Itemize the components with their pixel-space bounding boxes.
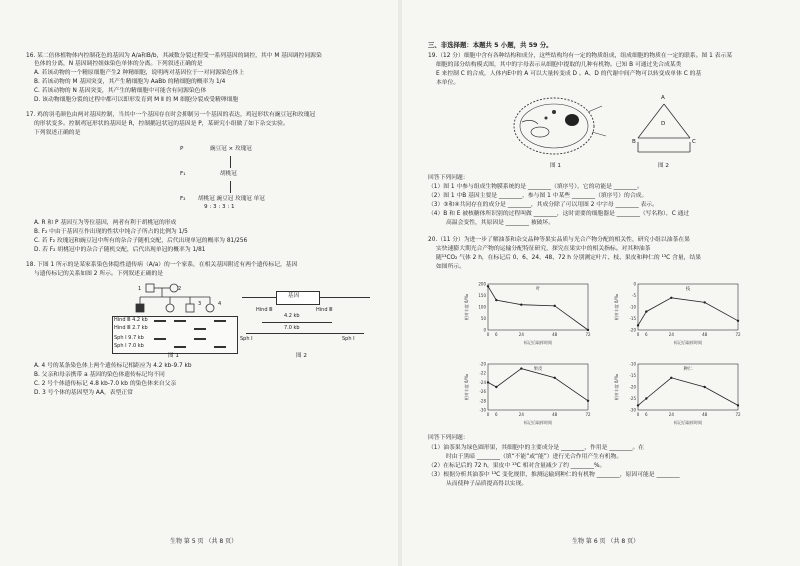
q19-fig1-label: 图 1 xyxy=(550,163,561,169)
x-axis-label: 标记后取样时间 xyxy=(524,420,552,425)
x-axis-label: 标记后取样时间 xyxy=(524,340,552,345)
x-tick-label: 0 xyxy=(636,332,640,337)
x-tick-label: 0 xyxy=(636,412,640,417)
q19-s4b: 高温会变性，其原因是 ________ 被破坏。 xyxy=(446,220,555,226)
y-tick-label: -26 xyxy=(479,389,486,395)
data-point xyxy=(495,299,497,301)
y-tick-label: -20 xyxy=(479,361,486,367)
x-tick-label: 72 xyxy=(735,412,741,417)
y-tick-label: -5 xyxy=(632,293,636,298)
q19-s2: （2）图 1 中B 基因主要是 ________，参与图 1 中某些 ________（填序号）的合成。 xyxy=(428,193,648,199)
q19-l2: 细胞的部分结构模式图，其中的字母表示从细胞中提取的几种有机物。已知 B 可通过先合成某类 xyxy=(436,62,682,68)
q20-ans: 回答下列问题： xyxy=(428,435,469,441)
q17-option-c: C. 若 F₂ 玫瑰冠和豌豆冠中所有的杂合子随机交配，后代出现单冠的概率为 81/256 xyxy=(34,238,248,244)
q16-option-c: C. 若该动物的 N 基因突变，其产生的精细胞中可能含有同源染色体 xyxy=(34,88,207,94)
y-tick-label: 0 xyxy=(633,281,636,287)
y-tick-label: -15 xyxy=(629,373,636,378)
y-tick-label: -10 xyxy=(629,304,636,310)
x-tick-label: 72 xyxy=(735,332,741,337)
x-axis-label: 标记后取样时间 xyxy=(674,420,702,425)
q16-stem: 16. 某二倍体植物体内控制花色的基因为 A/a和B/b，其减数分裂过程受一系列基因的调控，其中 M 基因调控同源染 xyxy=(26,53,322,59)
data-point xyxy=(645,397,647,399)
node-c: C xyxy=(692,139,696,145)
data-point xyxy=(737,320,739,322)
q20-s2: （2）在标记后的 72 h，果皮中 ¹³C 相对含量减少了约 ________%。 xyxy=(428,463,606,469)
y-tick-label: -10 xyxy=(629,361,636,367)
x-tick-label: 72 xyxy=(585,332,591,337)
data-point xyxy=(587,400,589,402)
data-point xyxy=(487,381,489,383)
y-tick-label: -30 xyxy=(629,407,636,413)
f2-pheno: 胡桃冠 豌豆冠 玫瑰冠 单冠 xyxy=(198,196,265,202)
q17-option-d: D. 若 F₂ 胡桃冠中的杂合子随机交配，后代出现单冠的概率为 1/81 xyxy=(34,247,206,253)
node-d: D xyxy=(661,121,666,127)
q18-option-d: D. 3 号个体的基因型为 AA，表型正常 xyxy=(34,390,133,396)
y-tick-label: 150 xyxy=(478,293,486,298)
gel-label-3: Sph Ⅰ 9.7 kb xyxy=(114,335,144,341)
data-point xyxy=(553,377,555,379)
cross-arrow-1 xyxy=(230,156,231,168)
x-tick-label: 6 xyxy=(495,332,498,337)
right-page xyxy=(402,0,800,566)
gel-bands xyxy=(150,316,236,352)
q19-l3: E 来控制 C 的合成，人体内E中的 A 可以大量转变成 D 。A、D 的代谢中间产物可以转变成单体 C 的基 xyxy=(436,71,702,77)
k42: 4.2 kb xyxy=(284,313,300,319)
q20-l1: 20.（11 分）为进一步了解油茶和杂交品种等果实品质与光合产物分配的相关性，研究小组以油茶在果 xyxy=(428,237,690,243)
node-a: A xyxy=(661,95,665,101)
q16-option-d: D. 该动物细胞分裂的过程中都可以即形发育到 M Ⅱ 的 M 细胞分裂成受精卵细胞 xyxy=(34,97,239,103)
q20-s1: （1）油茶果为绿色圆形果，其细胞中的主要成分是 ________，作用是 ________。在 xyxy=(428,445,645,451)
y-tick-label: -22 xyxy=(479,370,486,376)
cross-arrow-2 xyxy=(230,181,231,193)
k70-span xyxy=(246,333,364,334)
q18-option-b: B. 父亲和母亲携带 a 基因的染色体遗传标记均不同 xyxy=(34,372,165,378)
x-tick-label: 24 xyxy=(518,412,524,417)
data-point xyxy=(520,367,522,369)
q19-l4: 本单位。 xyxy=(436,80,460,86)
cell-diagram xyxy=(502,92,612,162)
y-tick-label: 200 xyxy=(478,281,486,287)
y-axis-label: 相对丰度 δ/‰ xyxy=(614,293,619,321)
q17-stem3: 下列叙述正确的是 xyxy=(34,130,81,136)
series-line xyxy=(488,286,588,330)
x-tick-label: 0 xyxy=(486,412,490,417)
f2-ratio: 9 : 3 : 3 : 1 xyxy=(204,204,235,210)
q20-s3: （3）根据分析其油茶中 ¹³C 变化规律，推测运输到种仁的有机物 ________，原因可能是 ________ xyxy=(428,472,680,478)
y-axis-label: 相对丰度 δ/‰ xyxy=(614,373,619,401)
q19-s4: （4）B 和 E 被核糖体所识别的过程叫做 ________，这时需要的细胞器是 ________（写名称），C 通过 xyxy=(428,211,690,217)
q19-l1: 19.（12 分）细胞中含有各种结构和成分，这些结构均有一定的物质组成，组成细胞的物质在一定的联系。图 1 表示某 xyxy=(428,53,733,59)
q17-stem: 17. 鸡的羽毛颜色由两对基因控制，当其中一个基因存在时会抑制另一个基因的表达，鸡冠形状有豌豆冠和玫瑰冠 xyxy=(26,112,316,118)
series-line xyxy=(638,298,738,326)
y-tick-label: 50 xyxy=(480,316,486,321)
k42-span xyxy=(262,322,332,323)
y-tick-label: -28 xyxy=(479,398,486,404)
ped-3: 3 xyxy=(198,301,202,307)
q18-stem: 18. 下图 1 所示的是某家系染色体隐性遗传病（A/a）的一个家系，在相关基因附近有两个遗传标记，基因 xyxy=(26,262,298,268)
gel-label-2: Hind Ⅲ 2.7 kb xyxy=(114,325,148,331)
y-tick-label: -20 xyxy=(629,384,636,390)
chart-title: 种仁 xyxy=(683,367,693,372)
x-axis-label: 标记后取样时间 xyxy=(674,340,702,345)
x-tick-label: 6 xyxy=(645,412,648,417)
q20-s1b: 时由于黑暗 ________（填“不能”或“能”）进行光合作用产生有机物。 xyxy=(446,454,623,460)
q20-l2: 实快速膨大期光合产物的运输分配特征研究，探究在果实中的相关指标。对其种油茶 xyxy=(436,246,651,252)
x-tick-label: 48 xyxy=(552,412,558,417)
data-point xyxy=(703,301,705,303)
y-tick-label: -24 xyxy=(479,379,486,385)
hind-right: Hind Ⅲ xyxy=(316,307,333,313)
y-tick-label: -25 xyxy=(629,396,636,401)
node-b: B xyxy=(632,139,636,145)
q18-option-c: C. 2 号个体遗传标记 4.8 kb-7.0 kb 的染色体来自父亲 xyxy=(34,381,177,387)
chart-leaf xyxy=(462,278,602,348)
y-tick-label: 100 xyxy=(478,304,486,310)
q18-option-a: A. 4 号的某条染色体上两个遗传标记相距应为 4.2 kb-9.7 kb xyxy=(34,363,192,369)
data-point xyxy=(587,329,589,331)
f2-label: F₂ xyxy=(180,196,186,202)
y-axis-label: 相对丰度 δ/‰ xyxy=(464,293,469,321)
data-point xyxy=(737,404,739,406)
pedigree-diagram xyxy=(110,280,230,318)
data-point xyxy=(670,377,672,379)
data-point xyxy=(670,297,672,299)
left-page xyxy=(0,0,398,566)
x-tick-label: 72 xyxy=(585,412,591,417)
gene-label: 基因 xyxy=(288,293,300,299)
chart-title: 果皮 xyxy=(533,367,543,372)
x-tick-label: 48 xyxy=(702,412,708,417)
data-point xyxy=(637,404,639,406)
y-tick-label: -30 xyxy=(479,407,486,413)
p-label: P xyxy=(180,146,184,152)
x-tick-label: 24 xyxy=(668,412,674,417)
fig1-label: 图 1 xyxy=(168,353,179,359)
q19-s1: （1）图 1 中参与组成生物膜系统的是 ________（填序号），它的功能是 ________。 xyxy=(428,184,643,190)
f1-pheno: 胡桃冠 xyxy=(220,171,237,177)
sph-right: Sph Ⅰ xyxy=(342,336,355,342)
chart-title: 枝 xyxy=(685,287,691,292)
x-tick-label: 0 xyxy=(486,332,490,337)
f1-label: F₁ xyxy=(180,171,186,177)
chart-title: 叶 xyxy=(535,287,541,292)
series-line xyxy=(638,378,738,406)
k70: 7.0 kb xyxy=(284,325,300,331)
gel-label-1: Hind Ⅲ 4.2 kb xyxy=(114,317,148,323)
q20-l3: 随¹³CO₂ 气体 2 h，在标记后 0、6、24、48、72 h 分别测定叶片、枝、果皮和种仁的 ¹³C 含量，结果 xyxy=(436,255,702,261)
sph-left: Sph Ⅰ xyxy=(240,336,253,342)
data-point xyxy=(553,305,555,307)
x-tick-label: 6 xyxy=(645,332,648,337)
x-tick-label: 24 xyxy=(668,332,674,337)
gel-label-4: Sph Ⅰ 7.0 kb xyxy=(114,343,144,349)
data-point xyxy=(520,304,522,306)
section-title: 三、非选择题：本题共 5 小题，共 59 分。 xyxy=(428,41,553,49)
y-axis-label: 相对丰度 δ/‰ xyxy=(464,373,469,401)
q17-stem2: 的形状变多。控制鸡冠形状的基因是 R，控制鹅冠状冠的基因是 P，某研究小组做了如下杂交实验。 xyxy=(34,121,289,127)
data-point xyxy=(703,386,705,388)
p-cross: 豌豆冠 × 玫瑰冠 xyxy=(210,146,252,152)
y-tick-label: 0 xyxy=(483,327,486,333)
x-tick-label: 48 xyxy=(552,332,558,337)
fig2-label: 图 2 xyxy=(296,353,307,359)
q19-s3: （3）③和④共同存在的成分是 ________，其成分除了可以用图 2 中字母 ________ 表示。 xyxy=(428,202,658,208)
data-point xyxy=(637,324,639,326)
hind-left: Hind Ⅲ xyxy=(256,307,273,313)
y-tick-label: -20 xyxy=(629,327,636,333)
q17-option-b: B. F₂ 中由于基因互作出现的性状中纯合子所占的比例为 1/5 xyxy=(34,229,188,235)
y-tick-label: -15 xyxy=(629,316,636,321)
data-point xyxy=(487,285,489,287)
q17-option-a: A. R 和 P 基因互为等位基因，两者有利于胡桃冠的形成 xyxy=(34,220,177,226)
q20-l4: 如图所示。 xyxy=(436,264,465,270)
q20-s3b: 从而使种子品质提高得以实现。 xyxy=(446,481,528,487)
q16-option-a: A. 若该动物的一个精原细胞产生2 种精细胞，说明两对基因位于一对同源染色体上 xyxy=(34,70,245,76)
right-footer: 生物 第 6 页 （共 8 页） xyxy=(572,538,640,545)
x-tick-label: 48 xyxy=(702,332,708,337)
ped-2: 2 xyxy=(178,286,182,292)
chart-branch xyxy=(612,278,752,348)
x-tick-label: 24 xyxy=(518,332,524,337)
ped-4: 4 xyxy=(218,301,222,307)
data-point xyxy=(495,386,497,388)
data-point xyxy=(645,310,647,312)
left-footer: 生物 第 5 页 （共 8 页） xyxy=(170,538,238,545)
q16-stem2: 色体的分离，N 基因调控姐妹染色单体的分离。下列叙述正确的是 xyxy=(34,61,203,67)
q19-fig2-label: 图 2 xyxy=(658,163,669,169)
series-line xyxy=(488,369,588,401)
chart-kernel xyxy=(612,358,752,428)
ped-1: 1 xyxy=(138,286,142,292)
chart-peel xyxy=(462,358,602,428)
q19-ans: 回答下列问题： xyxy=(428,175,469,181)
q18-stem2: 与遗传标记的关系如图 2 所示。下列叙述正确的是 xyxy=(34,271,164,277)
q16-option-b: B. 若该动物的 M 基因突变，其产生精细胞为 AaBb 的精细胞的概率为 1/4 xyxy=(34,79,226,85)
x-tick-label: 6 xyxy=(495,412,498,417)
